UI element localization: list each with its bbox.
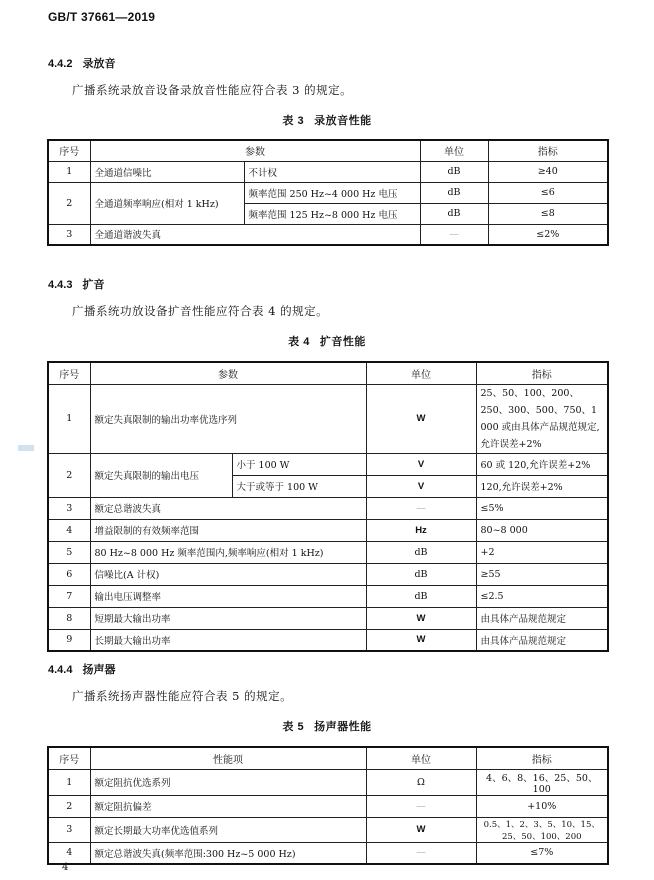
table-5-caption [0, 718, 654, 734]
table-3-caption [0, 112, 654, 128]
cell-param: 信噪比(A 计权) [90, 563, 366, 585]
cell-seq: 1 [48, 384, 90, 453]
table-row [48, 453, 608, 475]
table-3 [47, 139, 609, 246]
table-4-caption [0, 333, 654, 349]
table-row [48, 842, 608, 864]
cell-sub: 大于或等于 100 W [232, 475, 366, 497]
header-seq: 序号 [48, 747, 90, 769]
page-number: 4 [62, 862, 69, 873]
cell-param: 短期最大输出功率 [90, 607, 366, 629]
cell-param: 长期最大输出功率 [90, 629, 366, 651]
table-row [48, 563, 608, 585]
header-param: 参数 [90, 362, 366, 384]
cell-unit: — [366, 497, 476, 519]
section-title: 扩音 [82, 279, 105, 291]
cell-sub: 频率范围 125 Hz~8 000 Hz 电压 [244, 203, 420, 224]
cell-index: +10% [476, 795, 608, 817]
cell-index: 由具体产品规范规定 [476, 607, 608, 629]
header-param: 参数 [90, 140, 420, 161]
cell-param: 全通道频率响应(相对 1 kHz) [90, 182, 244, 224]
header-item: 性能项 [90, 747, 366, 769]
standard-code: GB/T 37661—2019 [48, 10, 156, 24]
table-row [48, 541, 608, 563]
table-row [48, 182, 608, 203]
cell-unit: dB [366, 541, 476, 563]
cell-unit: V [366, 475, 476, 497]
header-seq: 序号 [48, 362, 90, 384]
cell-unit: — [366, 842, 476, 864]
table-row [48, 607, 608, 629]
cell-index: ≤7% [476, 842, 608, 864]
table-row [48, 224, 608, 245]
cell-seq: 4 [48, 842, 90, 864]
cell-index: 120,允许误差+2% [476, 475, 608, 497]
section-number: 4.4.3 [48, 279, 73, 291]
cell-seq: 6 [48, 563, 90, 585]
cell-unit: dB [420, 161, 488, 182]
table-row [48, 497, 608, 519]
cell-index: ≥55 [476, 563, 608, 585]
cell-index: 4、6、8、16、25、50、100 [476, 769, 608, 795]
cell-seq: 8 [48, 607, 90, 629]
cell-seq: 1 [48, 161, 90, 182]
section-title: 扬声器 [82, 664, 116, 676]
cell-index: 80~8 000 [476, 519, 608, 541]
cell-param: 额定失真限制的输出功率优选序列 [90, 384, 366, 453]
cell-param: 额定总谐波失真 [90, 497, 366, 519]
cell-unit: W [366, 629, 476, 651]
cell-index: 60 或 120,允许误差+2% [476, 453, 608, 475]
table-row [48, 384, 608, 453]
cell-unit: dB [420, 203, 488, 224]
table-row [48, 817, 608, 842]
header-unit: 单位 [366, 362, 476, 384]
cell-unit: W [366, 607, 476, 629]
cell-index: ≤8 [488, 203, 608, 224]
paragraph-4-4-4: 广播系统扬声器性能应符合表 5 的规定。 [72, 689, 293, 703]
section-heading-4-4-2 [48, 55, 115, 71]
cell-index: ≤2% [488, 224, 608, 245]
cell-unit: W [366, 384, 476, 453]
cell-unit: V [366, 453, 476, 475]
table-header-row [48, 747, 608, 769]
cell-param: 增益限制的有效频率范围 [90, 519, 366, 541]
cell-index: ≥40 [488, 161, 608, 182]
cell-seq: 9 [48, 629, 90, 651]
cell-unit: — [366, 795, 476, 817]
section-heading-4-4-4 [48, 661, 115, 677]
cell-item: 额定阻抗优选系列 [90, 769, 366, 795]
cell-seq: 3 [48, 497, 90, 519]
header-index: 指标 [476, 362, 608, 384]
cell-param: 额定失真限制的输出电压 [90, 453, 232, 497]
cell-seq: 3 [48, 817, 90, 842]
header-unit: 单位 [366, 747, 476, 769]
header-index: 指标 [476, 747, 608, 769]
table-row [48, 629, 608, 651]
cell-seq: 5 [48, 541, 90, 563]
cell-seq: 2 [48, 182, 90, 224]
cell-unit: dB [366, 563, 476, 585]
cell-param: 输出电压调整率 [90, 585, 366, 607]
table-row [48, 795, 608, 817]
side-marker [18, 445, 34, 451]
caption-number: 表 3 [282, 115, 305, 127]
cell-index: 由具体产品规范规定 [476, 629, 608, 651]
paragraph-4-4-2: 广播系统录放音设备录放音性能应符合表 3 的规定。 [72, 83, 353, 97]
section-heading-4-4-3 [48, 276, 104, 292]
cell-item: 额定长期最大功率优选值系列 [90, 817, 366, 842]
cell-param: 80 Hz~8 000 Hz 频率范围内,频率响应(相对 1 kHz) [90, 541, 366, 563]
cell-item: 额定总谐波失真(频率范围:300 Hz~5 000 Hz) [90, 842, 366, 864]
table-row [48, 161, 608, 182]
cell-unit: Hz [366, 519, 476, 541]
cell-unit: Ω [366, 769, 476, 795]
cell-sub: 小于 100 W [232, 453, 366, 475]
cell-seq: 2 [48, 453, 90, 497]
cell-unit: dB [366, 585, 476, 607]
caption-title: 录放音性能 [314, 115, 372, 127]
cell-param: 全通道信噪比 [90, 161, 244, 182]
table-row [48, 769, 608, 795]
cell-param: 全通道谐波失真 [90, 224, 420, 245]
table-header-row [48, 140, 608, 161]
caption-number: 表 4 [288, 336, 310, 348]
section-title: 录放音 [82, 58, 116, 70]
cell-seq: 7 [48, 585, 90, 607]
cell-seq: 3 [48, 224, 90, 245]
section-number: 4.4.4 [48, 664, 73, 676]
cell-index: ≤5% [476, 497, 608, 519]
header-index: 指标 [488, 140, 608, 161]
cell-index: 25、50、100、200、250、300、500、750、1 000 或由具体产品规范规定,允许误差+2% [476, 384, 608, 453]
table-4 [47, 361, 609, 652]
caption-title: 扩音性能 [319, 336, 366, 348]
header-unit: 单位 [420, 140, 488, 161]
cell-index: ≤2.5 [476, 585, 608, 607]
cell-sub: 频率范围 250 Hz~4 000 Hz 电压 [244, 182, 420, 203]
cell-index: ≤6 [488, 182, 608, 203]
cell-seq: 1 [48, 769, 90, 795]
cell-unit: W [366, 817, 476, 842]
cell-sub: 不计权 [244, 161, 420, 182]
caption-title: 扬声器性能 [314, 721, 372, 733]
cell-seq: 2 [48, 795, 90, 817]
cell-unit: dB [420, 182, 488, 203]
table-5 [47, 746, 609, 865]
cell-index: +2 [476, 541, 608, 563]
header-seq: 序号 [48, 140, 90, 161]
cell-index: 0.5、1、2、3、5、10、15、25、50、100、200 [476, 817, 608, 842]
table-header-row [48, 362, 608, 384]
paragraph-4-4-3: 广播系统功放设备扩音性能应符合表 4 的规定。 [72, 304, 329, 318]
cell-unit: — [420, 224, 488, 245]
cell-seq: 4 [48, 519, 90, 541]
section-number: 4.4.2 [48, 58, 73, 70]
table-row [48, 519, 608, 541]
table-row [48, 585, 608, 607]
cell-item: 额定阻抗偏差 [90, 795, 366, 817]
caption-number: 表 5 [282, 721, 305, 733]
